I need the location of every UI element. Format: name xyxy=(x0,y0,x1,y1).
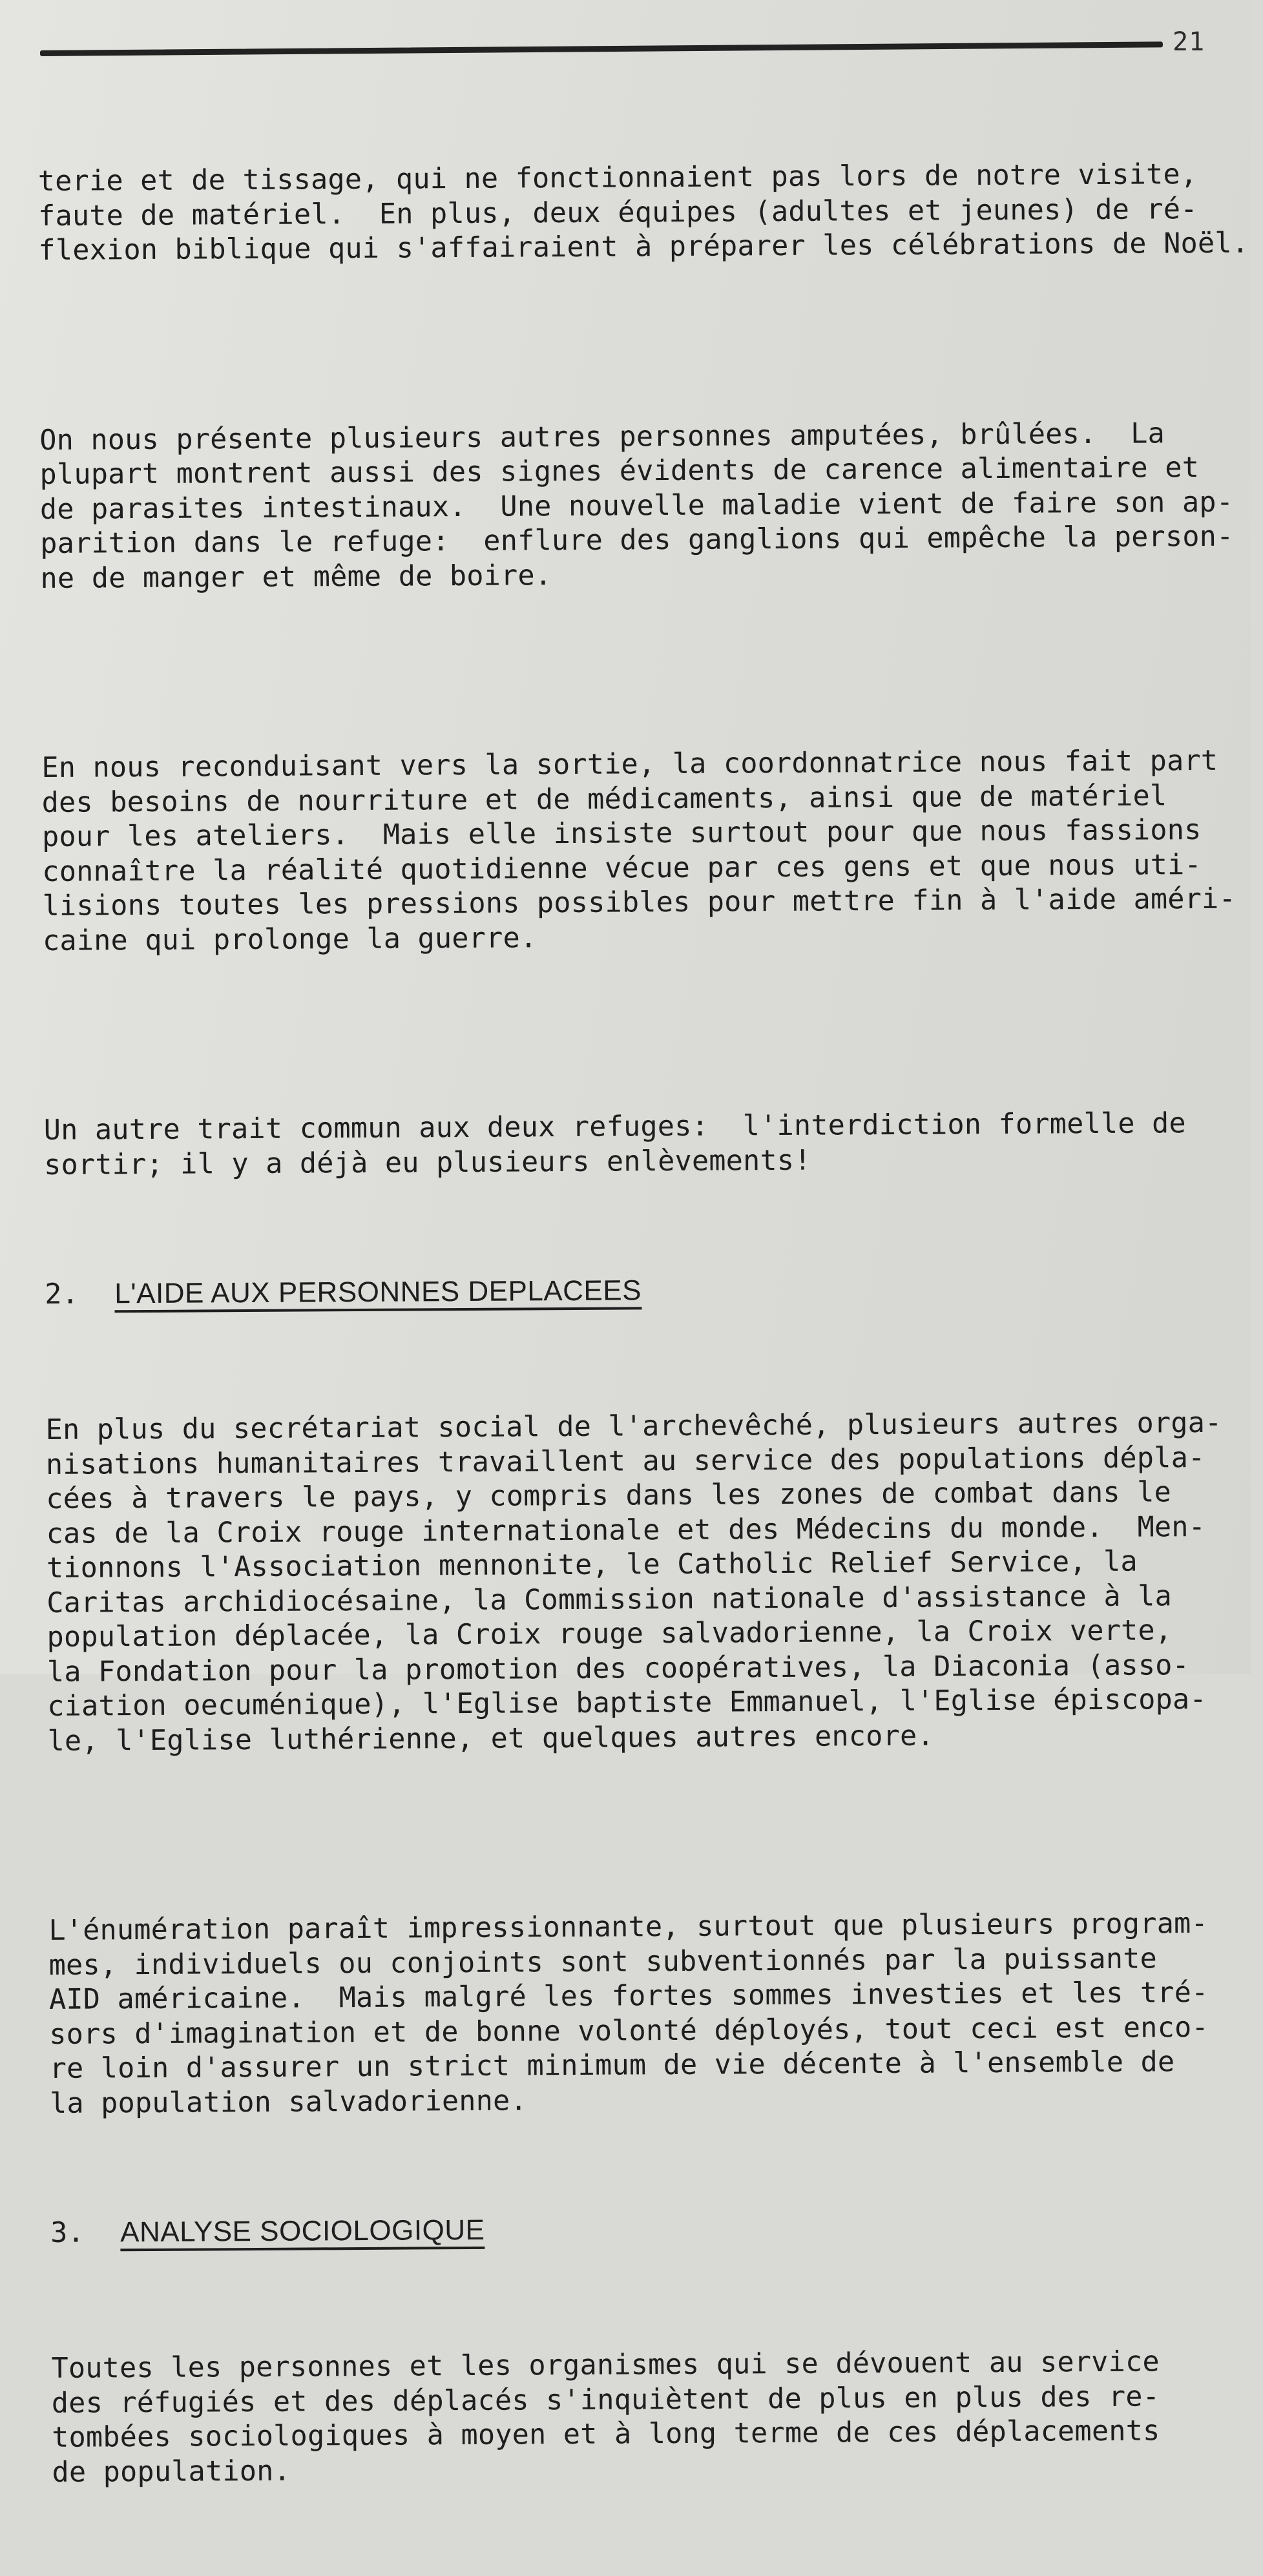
paragraph-intro-2 xyxy=(39,347,1234,665)
section-number: 2. xyxy=(45,1278,79,1311)
paragraph-intro-1 xyxy=(37,88,1249,338)
section-3-heading xyxy=(50,2209,1239,2252)
header-rule xyxy=(40,41,1163,56)
text-line: tombées sociologiques à moyen et à long terme de ces déplacements xyxy=(51,2415,1160,2454)
text-line: connaître la réalité quotidienne vécue par ces gens et que nous uti- xyxy=(42,848,1202,888)
text-line: sortir; il y a déjà eu plusieurs enlèvements! xyxy=(43,1144,811,1181)
text-line: de population. xyxy=(52,2455,291,2489)
text-line: En nous reconduisant vers la sortie, la coordonnatrice nous fait part xyxy=(41,744,1218,784)
paragraph-intro-3 xyxy=(41,675,1237,1028)
text-line: sors d'imagination et de bonne volonté déployés, tout ceci est enco- xyxy=(49,2011,1209,2051)
text-line: Un autre trait commun aux deux refuges: l'interdiction formelle de xyxy=(43,1107,1186,1147)
text-line: AID américaine. Mais malgré les fortes sommes investies et les tré- xyxy=(48,1976,1209,2016)
text-line: On nous présente plusieurs autres personnes amputées, brûlées. La xyxy=(39,417,1165,457)
text-line: flexion biblique qui s'affairaient à préparer les célébrations de Noël. xyxy=(38,227,1249,267)
text-line: la Fondation pour la promotion des coopératives, la Diaconia (asso- xyxy=(47,1648,1190,1688)
text-line: lisions toutes les pressions possibles pour mettre fin à l'aide améri- xyxy=(42,882,1237,922)
text-line: caine qui prolonge la guerre. xyxy=(42,921,538,957)
paragraph-section2-1 xyxy=(45,1337,1237,1828)
text-line: cées à travers le pays, y compris dans les zones de combat dans le xyxy=(46,1476,1172,1515)
text-line: tionnons l'Association mennonite, le Catholic Relief Service, la xyxy=(46,1545,1138,1584)
text-line: ciation oecuménique), l'Eglise baptiste Emmanuel, l'Eglise épiscopa- xyxy=(47,1683,1207,1723)
text-line: pour les ateliers. Mais elle insiste surtout pour que nous fassions xyxy=(41,814,1202,853)
text-line: Toutes les personnes et les organismes qui se dévouent au service xyxy=(51,2345,1160,2385)
text-line: Caritas archidiocésaine, la Commission nationale d'assistance à la xyxy=(47,1579,1173,1619)
text-line: L'énumération paraît impressionnante, surtout que plusieurs program- xyxy=(48,1907,1208,1947)
text-line: faute de matériel. En plus, deux équipes (adultes et jeunes) de ré- xyxy=(37,192,1198,233)
text-line: des réfugiés et des déplacés s'inquiètent de plus en plus des re- xyxy=(51,2380,1160,2420)
text-line: ne de manger et même de boire. xyxy=(40,559,552,595)
page-content xyxy=(37,88,1249,2576)
text-line: population déplacée, la Croix rouge salvadorienne, la Croix verte, xyxy=(47,1614,1173,1654)
text-line: le, l'Eglise luthérienne, et quelques autres encore. xyxy=(47,1719,934,1758)
section-title: L'AIDE AUX PERSONNES DEPLACEES xyxy=(114,1276,642,1313)
text-line: la population salvadorienne. xyxy=(49,2084,528,2120)
text-line: cas de la Croix rouge internationale et des Médecins du monde. Men- xyxy=(46,1510,1206,1550)
text-line: des besoins de nourriture et de médicaments, ainsi que de matériel xyxy=(41,779,1167,819)
text-line: mes, individuels ou conjoints sont subventionnés par la puissante xyxy=(48,1942,1158,1982)
text-line: de parasites intestinaux. Une nouvelle maladie vient de faire son ap- xyxy=(39,486,1234,526)
text-line: nisations humanitaires travaillent au service des populations dépla- xyxy=(45,1441,1206,1481)
text-line: terie et de tissage, qui ne fonctionnaient pas lors de notre visite, xyxy=(37,158,1198,198)
section-title: ANALYSE SOCIOLOGIQUE xyxy=(120,2216,485,2251)
text-line: En plus du secrétariat social de l'archevêché, plusieurs autres orga- xyxy=(45,1406,1222,1446)
text-line: re loin d'assurer un strict minimum de vie décente à l'ensemble de xyxy=(49,2046,1175,2085)
text-line: parition dans le refuge: enflure des ganglions qui empêche la person- xyxy=(40,520,1234,560)
paragraph-section2-2 xyxy=(48,1838,1239,2190)
text-line: plupart montrent aussi des signes évidents de carence alimentaire et xyxy=(39,452,1200,491)
page-number: 21 xyxy=(1173,27,1206,57)
section-2-heading xyxy=(45,1271,1233,1313)
section-number: 3. xyxy=(50,2216,85,2249)
paragraph-intro-4 xyxy=(43,1037,1233,1252)
paragraph-section3-1 xyxy=(51,2276,1242,2559)
